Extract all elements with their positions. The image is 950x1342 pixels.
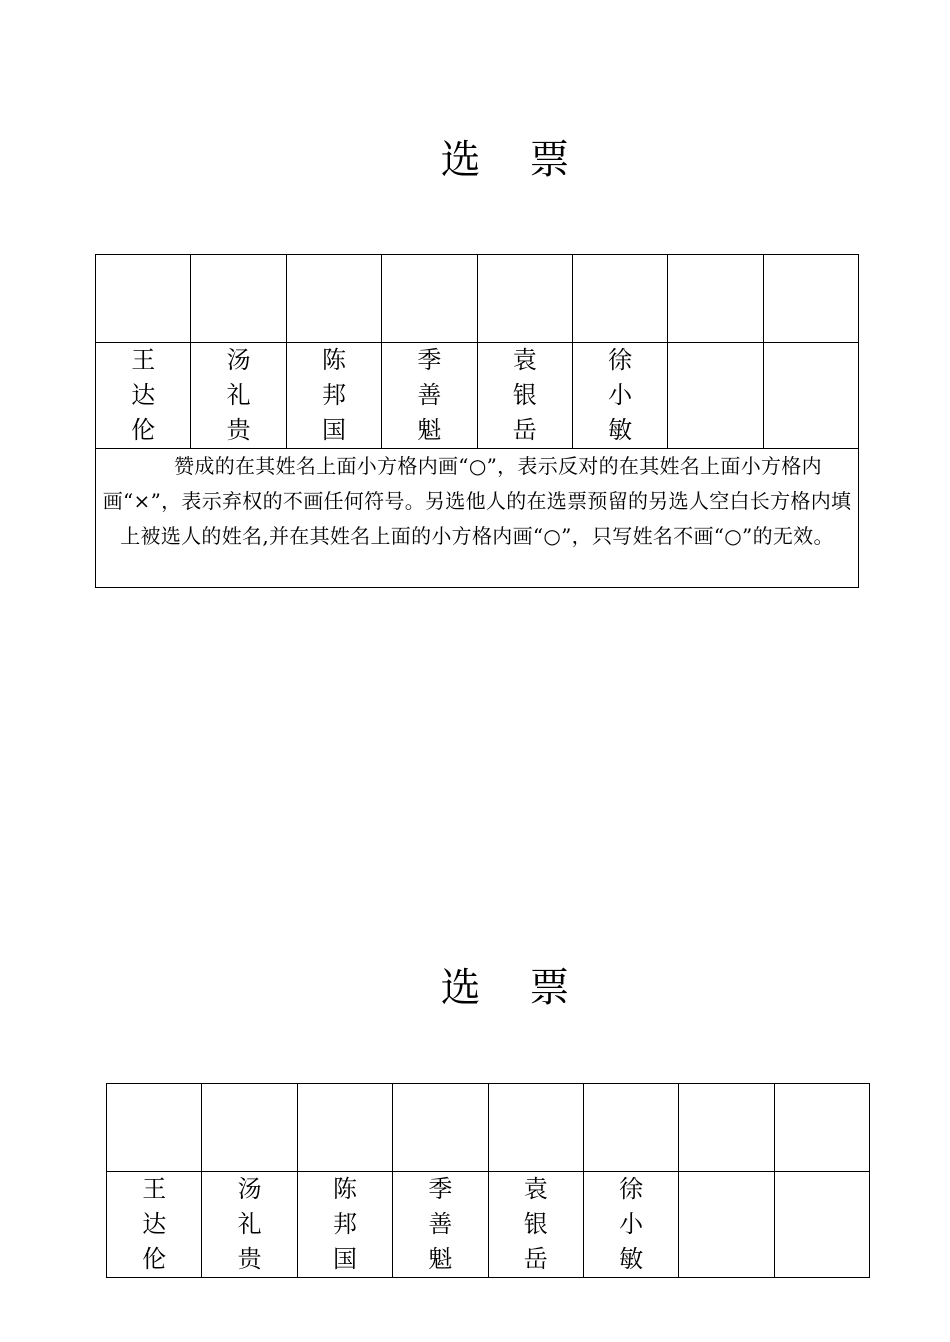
vote-mark-box[interactable] [202, 1084, 297, 1172]
name-character: 王 [131, 346, 156, 374]
candidate-name [107, 1172, 202, 1278]
ballot-instructions: 赞成的在其姓名上面小方格内画“○”，表示反对的在其姓名上面小方格内画“×”，表示弃权的不画任何符号。另选他人的在选票预留的另选人空白长方格内填上被选人的姓名,并在其姓名上面的小方格内画“○”，只写姓名不画“○”的无效。 [96, 449, 859, 588]
ballot-table [95, 254, 859, 588]
vote-mark-box[interactable] [488, 1084, 583, 1172]
candidate-name-row [107, 1172, 870, 1278]
name-character: 魁 [417, 416, 442, 444]
name-character: 善 [428, 1210, 453, 1238]
vote-mark-box[interactable] [679, 1084, 774, 1172]
candidate-name [297, 1172, 392, 1278]
candidate-name [191, 343, 286, 449]
candidate-name [202, 1172, 297, 1278]
name-character: 袁 [512, 346, 537, 374]
vote-mark-box[interactable] [583, 1084, 678, 1172]
vote-mark-box[interactable] [96, 255, 191, 343]
name-character: 陈 [321, 346, 346, 374]
name-character: 礼 [237, 1210, 262, 1238]
name-character: 小 [608, 381, 633, 409]
candidate-name [572, 343, 667, 449]
candidate-name [488, 1172, 583, 1278]
write-in-name-box[interactable] [774, 1172, 869, 1278]
name-character: 贵 [237, 1245, 262, 1273]
name-character: 岳 [512, 416, 537, 444]
name-character: 季 [417, 346, 442, 374]
candidate-name-row [96, 343, 859, 449]
write-in-name-box[interactable] [679, 1172, 774, 1278]
vote-mark-box[interactable] [191, 255, 286, 343]
vote-mark-box[interactable] [668, 255, 763, 343]
vote-mark-box[interactable] [572, 255, 667, 343]
name-character: 银 [523, 1210, 548, 1238]
name-character: 季 [428, 1175, 453, 1203]
name-character: 邦 [321, 381, 346, 409]
name-character: 国 [321, 416, 346, 444]
candidate-name [393, 1172, 488, 1278]
ballot-title: 选 票 [440, 137, 588, 183]
vote-mark-box[interactable] [393, 1084, 488, 1172]
name-character: 王 [142, 1175, 167, 1203]
name-character: 徐 [608, 346, 633, 374]
name-character: 陈 [332, 1175, 357, 1203]
candidate-name [583, 1172, 678, 1278]
name-character: 达 [142, 1210, 167, 1238]
vote-mark-box[interactable] [382, 255, 477, 343]
name-character: 善 [417, 381, 442, 409]
name-character: 邦 [332, 1210, 357, 1238]
name-character: 银 [512, 381, 537, 409]
write-in-name-box[interactable] [668, 343, 763, 449]
vote-mark-box[interactable] [286, 255, 381, 343]
name-character: 汤 [237, 1175, 262, 1203]
name-character: 伦 [142, 1245, 167, 1273]
name-character: 敏 [619, 1245, 644, 1273]
name-character: 小 [619, 1210, 644, 1238]
write-in-name-box[interactable] [763, 343, 858, 449]
vote-mark-row [107, 1084, 870, 1172]
name-character: 岳 [523, 1245, 548, 1273]
candidate-name [382, 343, 477, 449]
vote-mark-box[interactable] [107, 1084, 202, 1172]
name-character: 徐 [619, 1175, 644, 1203]
name-character: 袁 [523, 1175, 548, 1203]
name-character: 伦 [131, 416, 156, 444]
vote-mark-box[interactable] [763, 255, 858, 343]
name-character: 敏 [608, 416, 633, 444]
ballot-table [106, 1083, 870, 1278]
vote-mark-row [96, 255, 859, 343]
name-character: 达 [131, 381, 156, 409]
vote-mark-box[interactable] [297, 1084, 392, 1172]
name-character: 国 [332, 1245, 357, 1273]
candidate-name [96, 343, 191, 449]
name-character: 魁 [428, 1245, 453, 1273]
candidate-name [286, 343, 381, 449]
vote-mark-box[interactable] [477, 255, 572, 343]
name-character: 汤 [226, 346, 251, 374]
name-character: 礼 [226, 381, 251, 409]
name-character: 贵 [226, 416, 251, 444]
vote-mark-box[interactable] [774, 1084, 869, 1172]
candidate-name [477, 343, 572, 449]
ballot-title: 选 票 [440, 965, 588, 1011]
